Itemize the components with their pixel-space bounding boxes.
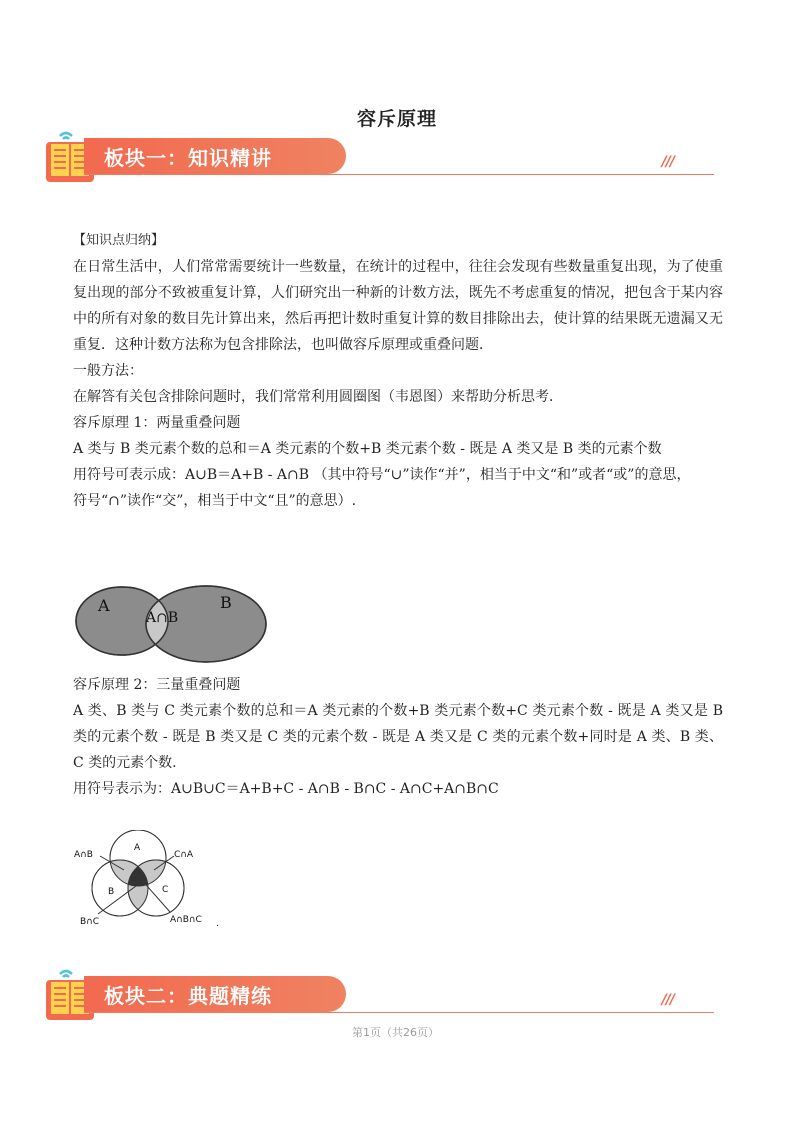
principle-2-block [73, 672, 723, 802]
intro-paragraph: 在日常生活中，人们常常需要统计一些数量，在统计的过程中，往往会发现有些数量重复出现，为了使重复出现的部分不致被重复计算，人们研究出一种新的计数方法，既先不考虑重复的情况，把包含于某内容中的所有对象的数目先计算出来，然后再把计数时重复计算的数目排除出去，使计算的结果既无遗漏又无重复．这种计数方法称为包含排除法，也叫做容斥原理或重叠问题． [73, 259, 723, 353]
venn-label-ab: A∩B [146, 610, 179, 626]
method-text: 在解答有关包含排除问题时，我们常常利用圆圈图（韦恩图）来帮助分析思考． [73, 389, 563, 405]
banner-rule [84, 1012, 714, 1013]
venn-diagram-three-sets [74, 830, 234, 930]
section-banner-2 [42, 966, 682, 1028]
banner-rule [84, 174, 714, 175]
principle-1-title: 容斥原理 1：两量重叠问题 [73, 415, 241, 431]
section-banner-1 [42, 128, 682, 190]
knowledge-heading: 【知识点归纳】 [73, 233, 165, 248]
principle-2-formula: A 类、B 类与 C 类元素个数的总和＝A 类元素的个数+B 类元素个数+C 类元素个数 - 既是 A 类又是 B 类的元素个数 - 既是 B 类又是 C 类的元素个数 - 既是 A 类又是 C 类的元素个数+同时是 A 类、B 类、C 类的元素个数. [73, 703, 723, 771]
principle-1-formula: A 类与 B 类元素个数的总和＝A 类元素的个数+B 类元素个数 - 既是 A 类又是 B 类的元素个数 [73, 441, 662, 457]
section-2-label: 板块二：典题精练 [104, 984, 272, 1008]
section-1-label: 板块一：知识精讲 [104, 146, 272, 170]
banner-slashes: /// [661, 992, 674, 1008]
content-block [73, 228, 723, 514]
principle-1-symbol-line-1: 用符号可表示成：A∪B＝A+B - A∩B （其中符号“∪”读作“并”，相当于中文“和”或者“或”的意思， [73, 467, 691, 483]
venn3-trailing-dot: . [216, 918, 220, 929]
venn3-label-c: C [162, 885, 169, 895]
page-number: 第1页（共26页） [352, 1026, 439, 1039]
venn3-label-bc: B∩C [80, 917, 100, 927]
venn3-label-ca: C∩A [174, 850, 194, 860]
banner-slashes: /// [661, 154, 674, 170]
venn-label-b: B [220, 593, 232, 612]
venn-label-a: A [98, 596, 110, 615]
page-title: 容斥原理 [356, 108, 437, 130]
venn-diagram-two-sets [74, 584, 274, 664]
venn3-label-abc: A∩B∩C [170, 915, 202, 925]
principle-2-title: 容斥原理 2：三量重叠问题 [73, 677, 241, 693]
venn3-label-a: A [134, 843, 141, 853]
principle-2-symbol: 用符号表示为：A∪B∪C＝A+B+C - A∩B - B∩C - A∩C+A∩B∩C [73, 781, 499, 797]
method-title: 一般方法： [73, 363, 143, 379]
venn3-label-ab: A∩B [74, 850, 93, 860]
principle-1-symbol-line-2: 符号“∩”读作“交”，相当于中文“且”的意思）. [73, 493, 357, 509]
venn3-label-b: B [108, 887, 115, 897]
